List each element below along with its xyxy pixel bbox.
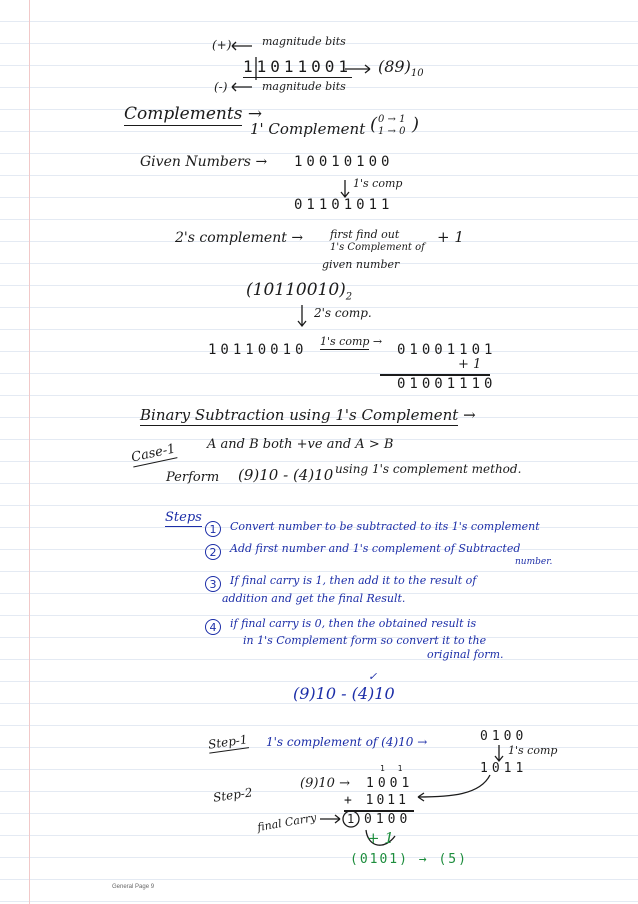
rule-a: 0 → 1 [378, 114, 406, 125]
calc-arrow-label: 1's comp → [320, 335, 383, 348]
final-sum: 0100 [364, 812, 412, 827]
step-2-addend: + 1011 [344, 793, 409, 808]
ones-comp-result: 01101011 [294, 197, 394, 213]
calc-result: 01001110 [397, 376, 497, 392]
perform-label: Perform [166, 470, 220, 485]
example-value: $(10110010)_2$ [246, 280, 353, 303]
arrow-icon [232, 42, 252, 50]
twos-step-line-1: first find out [330, 228, 400, 241]
step-4-line-3: original form. [427, 648, 504, 661]
example-expression: (9)10 - (4)10 [293, 684, 395, 703]
perform-expression: (9)10 - (4)10 [238, 466, 334, 484]
twos-complement-label: 2's complement → [175, 230, 304, 246]
step-2-line-2: number. [515, 557, 553, 567]
signed-binary: 11011001 [243, 57, 353, 76]
case-description: A and B both +ve and A > B [207, 437, 394, 452]
step-1-result: 1011 [480, 761, 528, 776]
check-mark-icon: ✓ [368, 670, 378, 683]
carry-addition: + 1 [367, 829, 394, 847]
step-4-line-2: in 1's Complement form so convert it to the [243, 634, 487, 647]
down-arrow-icon [341, 180, 349, 197]
step-1-line-1: Convert number to be subtracted to its 1's complement [230, 520, 540, 533]
step-number-2: 2 [205, 544, 221, 560]
arrow-icon [232, 83, 252, 91]
final-carry-bit: 1 [347, 812, 355, 826]
arrow-icon [320, 815, 340, 823]
step-number-4: 4 [205, 619, 221, 635]
step-number-1: 1 [205, 521, 221, 537]
carry-marks: 1 1 [380, 764, 407, 773]
binary-subtraction-heading: Binary Subtraction using 1's Complement → [140, 406, 476, 424]
rule-b: 1 → 0 [378, 126, 406, 137]
steps-label: Steps [165, 510, 202, 525]
step-3-line-2: addition and get the final Result. [222, 592, 406, 605]
perform-method: using 1's complement method. [335, 462, 522, 476]
step-2-top: 1001 [366, 776, 414, 791]
case-label: Case-1 [129, 441, 177, 466]
final-carry-label: final Carry [256, 810, 318, 835]
magnitude-label-bottom: magnitude bits [262, 80, 346, 93]
step-2-lhs: (9)10 → [300, 776, 350, 791]
twos-step-line-3: given number [322, 258, 400, 271]
magnitude-label-top: magnitude bits [262, 35, 346, 48]
page-footer: General Page 9 [112, 884, 155, 890]
rule-bracket-open: ( [370, 114, 378, 135]
ones-comp-note: 1's comp [353, 177, 403, 190]
final-answer: (0101) → (5) [350, 852, 468, 867]
ones-complement-title: 1' Complement [250, 120, 366, 138]
step-1-text: 1's complement of (4)10 → [266, 735, 428, 749]
decimal-result: $(89)_{10}$ [378, 57, 424, 80]
given-number-label: Given Numbers → [140, 154, 268, 170]
twos-step-line-2: 1's Complement of [330, 242, 425, 253]
given-number-value: 10010100 [294, 154, 394, 170]
down-arrow-icon [495, 745, 503, 761]
step-2-line-1: Add first number and 1's complement of Subtracted [230, 542, 521, 555]
step-number-3: 3 [205, 576, 221, 592]
plus-sign: (+) [212, 38, 232, 52]
step-4-line-1: if final carry is 0, then the obtained result is [230, 617, 477, 630]
step-1-binary: 0100 [480, 729, 528, 744]
step-3-line-1: If final carry is 1, then add it to the result of [230, 574, 477, 587]
down-arrow-icon [298, 305, 306, 326]
minus-sign: (-) [214, 80, 228, 94]
step-1-label: Step-1 [207, 732, 249, 752]
complements-heading: Complements → [124, 104, 263, 124]
calc-add: + 1 [458, 357, 482, 372]
rule-bracket-close: ) [412, 114, 420, 135]
calc-left: 10110010 [208, 342, 308, 358]
twos-comp-note: 2's comp. [314, 306, 372, 320]
plus-one: + 1 [437, 228, 464, 246]
step-1-note: 1's comp [508, 744, 558, 757]
calc-right: 01001101 [397, 342, 497, 358]
step-2-label: Step-2 [212, 785, 254, 805]
curved-arrow-icon [418, 775, 490, 801]
